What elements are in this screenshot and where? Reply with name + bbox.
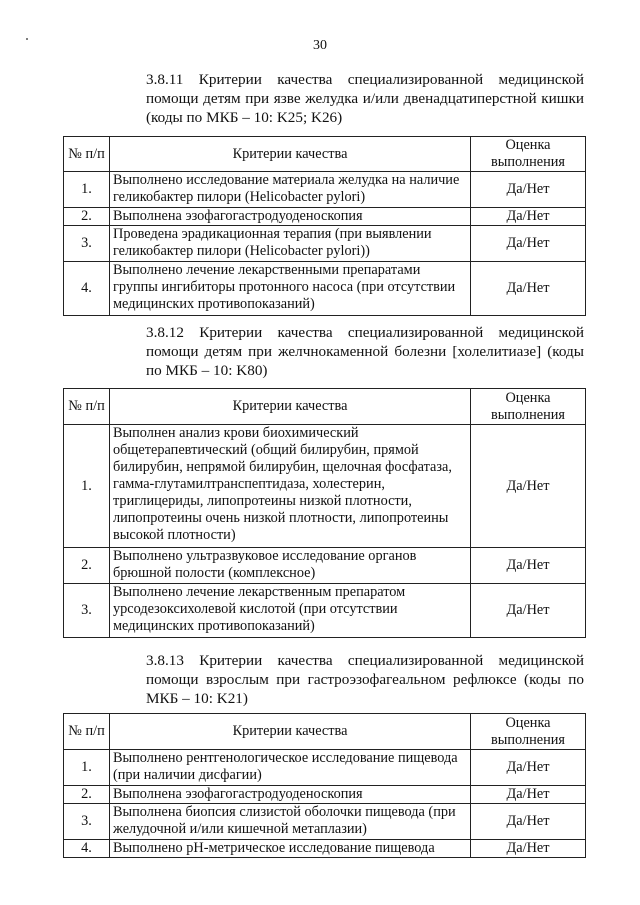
row-text: Выполнена биопсия слизистой оболочки пищевода (при желудочной и/или кишечной метаплазии) (110, 804, 471, 840)
table-row (64, 786, 586, 804)
header-num: № п/п (64, 137, 110, 172)
row-text: Выполнено лечение лекарственными препаратами группы ингибиторы протонного насоса (при отсутствии медицинских противопоказаний) (110, 262, 471, 316)
row-result: Да/Нет (471, 425, 586, 548)
table-row (64, 840, 586, 858)
row-text: Выполнено исследование материала желудка на наличие геликобактер пилори (Helicobacter pylori) (110, 172, 471, 208)
table-header-row (64, 714, 586, 750)
row-num: 3. (64, 804, 110, 840)
header-result: Оценка выполнения (471, 137, 586, 172)
row-text: Выполнено рентгенологическое исследование пищевода (при наличии дисфагии) (110, 750, 471, 786)
table-row (64, 425, 586, 548)
row-num: 4. (64, 262, 110, 316)
page-number: 30 (313, 38, 327, 53)
row-num: 1. (64, 750, 110, 786)
table-row (64, 226, 586, 262)
row-text: Проведена эрадикационная терапия (при выявлении геликобактер пилори (Helicobacter pylori)) (110, 226, 471, 262)
row-result: Да/Нет (471, 208, 586, 226)
row-result: Да/Нет (471, 172, 586, 208)
heading-line: (коды по МКБ – 10: K25; K26) (146, 109, 343, 126)
row-num: 1. (64, 425, 110, 548)
header-criteria: Критерии качества (110, 389, 471, 425)
table-row (64, 584, 586, 638)
table-row (64, 262, 586, 316)
row-result: Да/Нет (471, 840, 586, 858)
row-num: 1. (64, 172, 110, 208)
table-row (64, 804, 586, 840)
row-result: Да/Нет (471, 786, 586, 804)
row-num: 2. (64, 548, 110, 584)
heading-line: 3.8.13 Критерии качества специализированной медицинской (146, 652, 584, 669)
section-3-8-13-heading (146, 651, 584, 708)
row-text: Выполнено ультразвуковое исследование органов брюшной полости (комплексное) (110, 548, 471, 584)
row-result: Да/Нет (471, 584, 586, 638)
heading-line: помощи детям при язве желудка и/или двенадцатиперстной кишки (146, 90, 584, 107)
heading-line: 3.8.11 Критерии качества специализированной медицинской (146, 71, 584, 88)
header-result: Оценка выполнения (471, 714, 586, 750)
header-criteria: Критерии качества (110, 137, 471, 172)
criteria-table-3-8-11 (63, 136, 586, 316)
row-result: Да/Нет (471, 750, 586, 786)
section-3-8-11-heading (146, 70, 584, 127)
row-result: Да/Нет (471, 804, 586, 840)
section-3-8-12-heading (146, 323, 584, 380)
header-criteria: Критерии качества (110, 714, 471, 750)
row-text: Выполнена эзофагогастродуоденоскопия (110, 786, 471, 804)
row-text: Выполнена эзофагогастродуоденоскопия (110, 208, 471, 226)
table-row (64, 548, 586, 584)
row-result: Да/Нет (471, 262, 586, 316)
row-result: Да/Нет (471, 226, 586, 262)
table-header-row (64, 137, 586, 172)
criteria-table-3-8-12 (63, 388, 586, 638)
table-header-row (64, 389, 586, 425)
heading-line: помощи детям при желчнокаменной болезни [холелитиазе] (коды (146, 343, 584, 360)
row-result: Да/Нет (471, 548, 586, 584)
row-num: 3. (64, 584, 110, 638)
header-result: Оценка выполнения (471, 389, 586, 425)
heading-line: помощи взрослым при гастроэзофагеальном рефлюксе (коды по (146, 671, 584, 688)
criteria-table-3-8-13 (63, 713, 586, 858)
table-row (64, 208, 586, 226)
heading-line: по МКБ – 10: K80) (146, 362, 268, 379)
row-text: Выполнен анализ крови биохимический общетерапевтический (общий билирубин, прямой билирубин, непрямой билирубин, щелочная фосфатаза, гамма-глутамилтранспептидаза, холестерин, триглицериды, липопротеины низкой плотности, липопротеины очень низкой плотности, липопротеины высокой плотности) (110, 425, 471, 548)
row-num: 2. (64, 208, 110, 226)
header-num: № п/п (64, 389, 110, 425)
row-num: 2. (64, 786, 110, 804)
row-text: Выполнено лечение лекарственным препаратом урсодезоксихолевой кислотой (при отсутствии медицинских противопоказаний) (110, 584, 471, 638)
row-num: 3. (64, 226, 110, 262)
table-row (64, 172, 586, 208)
heading-line: 3.8.12 Критерии качества специализированной медицинской (146, 324, 584, 341)
row-text: Выполнено pH-метрическое исследование пищевода (110, 840, 471, 858)
table-row (64, 750, 586, 786)
header-num: № п/п (64, 714, 110, 750)
row-num: 4. (64, 840, 110, 858)
heading-line: МКБ – 10: K21) (146, 690, 248, 707)
